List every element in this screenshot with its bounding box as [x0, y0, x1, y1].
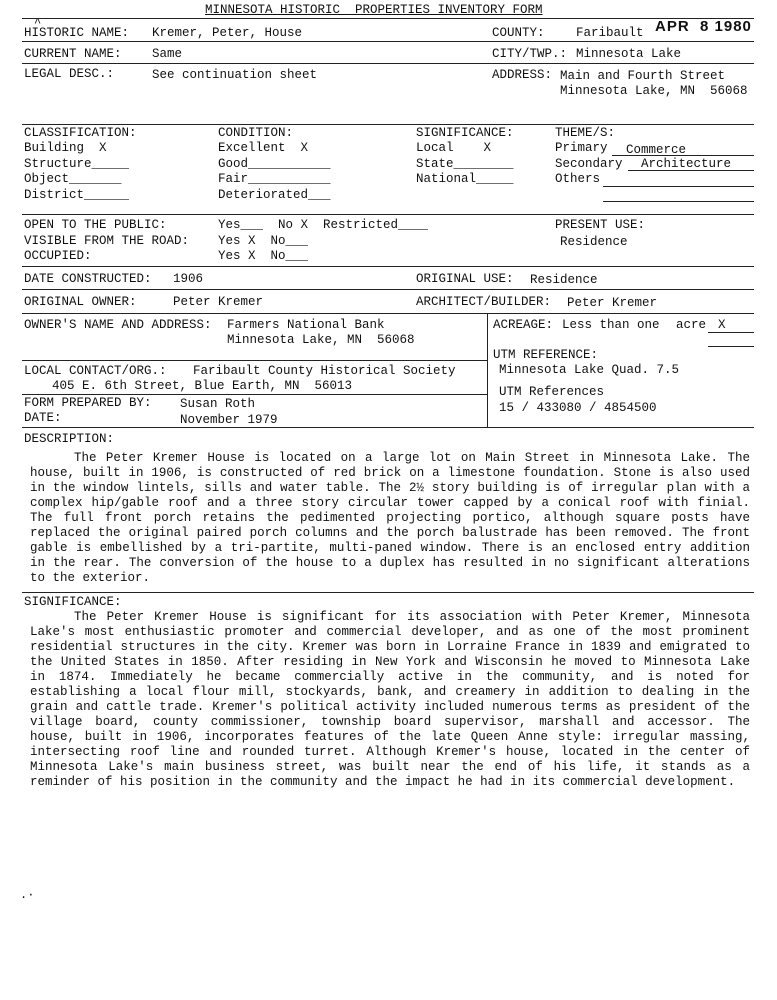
- significance-national: National_____: [416, 172, 514, 186]
- local-contact-org: Faribault County Historical Society: [193, 364, 456, 378]
- architect-value: Peter Kremer: [567, 296, 658, 310]
- address-line-2: Minnesota Lake, MN 56068: [560, 84, 748, 98]
- condition-deteriorated: Deteriorated___: [218, 188, 331, 202]
- open-public-label: OPEN TO THE PUBLIC:: [24, 218, 167, 232]
- rule-access-end: [22, 266, 754, 267]
- classification-district: District______: [24, 188, 130, 202]
- architect-label: ARCHITECT/BUILDER:: [416, 295, 552, 309]
- local-contact-address: 405 E. 6th Street, Blue Earth, MN 56013: [52, 379, 353, 393]
- acreage-line-2: [708, 346, 754, 347]
- date-constructed-label: DATE CONSTRUCTED:: [24, 272, 152, 286]
- acreage-line: [708, 332, 754, 333]
- rule-dates: [22, 289, 754, 290]
- date-stamp: APR 8 1980: [655, 18, 752, 35]
- classification-structure: Structure_____: [24, 157, 130, 171]
- acreage-acre-mark: X: [718, 318, 726, 332]
- condition-excellent: Excellent X: [218, 141, 324, 155]
- theme-others-line-2: [603, 201, 754, 202]
- theme-secondary-line: [628, 170, 754, 171]
- original-owner-label: ORIGINAL OWNER:: [24, 295, 137, 309]
- classification-object: Object_______: [24, 172, 122, 186]
- significance-state: State________: [416, 157, 514, 171]
- original-owner-value: Peter Kremer: [173, 295, 264, 309]
- rule-title: [22, 18, 754, 19]
- city-value: Minnesota Lake: [576, 47, 682, 61]
- legal-desc-label: LEGAL DESC.:: [24, 67, 115, 81]
- margin-mark: ^: [34, 16, 42, 30]
- theme-secondary-value: Architecture: [641, 157, 732, 171]
- significance-label: SIGNIFICANCE:: [24, 595, 122, 609]
- description-label: DESCRIPTION:: [24, 432, 115, 446]
- utm-quad: Minnesota Lake Quad. 7.5: [499, 363, 680, 377]
- theme-primary-label: Primary: [555, 141, 608, 155]
- historic-name-value: Kremer, Peter, House: [152, 26, 303, 40]
- open-public-value: Yes___ No X Restricted____: [218, 218, 429, 232]
- historic-name-label: HISTORIC NAME:: [24, 26, 130, 40]
- form-title: MINNESOTA HISTORIC PROPERTIES INVENTORY FORM: [205, 3, 543, 17]
- county-value: Faribault: [576, 26, 644, 40]
- theme-primary-value: Commerce: [626, 143, 687, 157]
- rule-classification-end: [22, 214, 754, 215]
- prepared-date-label: DATE:: [24, 411, 62, 425]
- original-use-value: Residence: [530, 273, 598, 287]
- rule-description-end: [22, 592, 754, 593]
- condition-fair: Fair___________: [218, 172, 331, 186]
- theme-others-label: Others: [555, 172, 601, 186]
- rule-historic: [22, 41, 754, 42]
- acreage-value: Less than one: [562, 318, 660, 332]
- owner-label: OWNER'S NAME AND ADDRESS:: [24, 318, 212, 332]
- current-name-value: Same: [152, 47, 183, 61]
- significance-text: The Peter Kremer House is significant for its association with Peter Kremer, Minnesota Lake's most enthusiastic promoter and commercial developer, and as one of the most prominent residential structures in the city. Kremer was born in Lorraine France in 1839 and emigrated to the United States in 1850. After residing in New York and Wisconsin he moved to Minnesota Lake in 1874. Immediately he became commercially active in the community, and is noted for establishing a local flour mill, stockyards, bank, and creamery in addition to dealing in the grain and cattle trade. Kremer's political activity included numerous terms as president of the village board, county commissioner, township board supervisor, marshall and accessor. The house, built in 1906, incorporates features of the late Queen Anne style: irregular massing, intersecting roof line and rounded turret. Although Kremer's house, located in the center of Minnesota Lake's main business street, was built near the end of his life, it stands as a reminder of his position in the community and the impact he had in its commercial development.: [30, 610, 750, 789]
- utm-refs-label: UTM References: [499, 385, 605, 399]
- address-label: ADDRESS:: [492, 68, 553, 82]
- themes-label: THEME/S:: [555, 126, 616, 140]
- theme-secondary-label: Secondary: [555, 157, 623, 171]
- rule-header-end: [22, 124, 754, 125]
- occupied-value: Yes X No___: [218, 249, 309, 263]
- occupied-label: OCCUPIED:: [24, 249, 92, 263]
- owner-line-2: Minnesota Lake, MN 56068: [227, 333, 415, 347]
- current-name-label: CURRENT NAME:: [24, 47, 122, 61]
- rule-prepared-end: [22, 427, 754, 428]
- address-line-1: Main and Fourth Street: [560, 69, 726, 83]
- classification-label: CLASSIFICATION:: [24, 126, 137, 140]
- city-label: CITY/TWP.:: [492, 47, 568, 61]
- prepared-by-value: Susan Roth: [180, 397, 256, 411]
- original-use-label: ORIGINAL USE:: [416, 272, 514, 286]
- condition-good: Good___________: [218, 157, 331, 171]
- significance-level-label: SIGNIFICANCE:: [416, 126, 514, 140]
- utm-label: UTM REFERENCE:: [493, 348, 599, 362]
- divider-vertical: [487, 313, 488, 427]
- prepared-by-label: FORM PREPARED BY:: [24, 396, 152, 410]
- present-use-value: Residence: [560, 235, 628, 249]
- utm-refs-value: 15 / 433080 / 4854500: [499, 401, 657, 415]
- legal-desc-value: See continuation sheet: [152, 68, 318, 82]
- rule-owner: [22, 313, 754, 314]
- acreage-label: ACREAGE:: [493, 318, 554, 332]
- visible-road-value: Yes X No___: [218, 234, 309, 248]
- owner-line-1: Farmers National Bank: [227, 318, 385, 332]
- rule-owner-end: [22, 360, 487, 361]
- local-contact-label: LOCAL CONTACT/ORG.:: [24, 364, 167, 378]
- significance-local: Local X: [416, 141, 522, 155]
- prepared-date-value: November 1979: [180, 413, 278, 427]
- theme-primary-line: [612, 155, 754, 156]
- date-constructed-value: 1906: [173, 272, 204, 286]
- margin-mark-2: .·: [20, 888, 35, 902]
- classification-building: Building X: [24, 141, 122, 155]
- rule-current: [22, 63, 754, 64]
- acreage-acre-label: acre: [676, 318, 707, 332]
- condition-label: CONDITION:: [218, 126, 294, 140]
- county-label: COUNTY:: [492, 26, 545, 40]
- description-text: The Peter Kremer House is located on a large lot on Main Street in Minnesota Lake. The house, built in 1906, is constructed of red brick on a limestone foundation. Stone is also used in the window lintels, sills and water table. The 2½ story building is of irregular plan with a complex hip/gable roof and a three story circular tower capped by a conical roof with finial. The full front porch retains the pedimented projecting portico, although square posts have replaced the original paired porch columns and the porch balustrade has been removed. The front gable is embellished by a tri-partite, multi-paned window. There is an enclosed entry addition in the rear. The conversion of the house to a duplex has resulted in no significant alterations to the exterior.: [30, 451, 750, 585]
- present-use-label: PRESENT USE:: [555, 218, 646, 232]
- theme-others-line: [603, 186, 754, 187]
- rule-contact-end: [22, 394, 487, 395]
- visible-road-label: VISIBLE FROM THE ROAD:: [24, 234, 190, 248]
